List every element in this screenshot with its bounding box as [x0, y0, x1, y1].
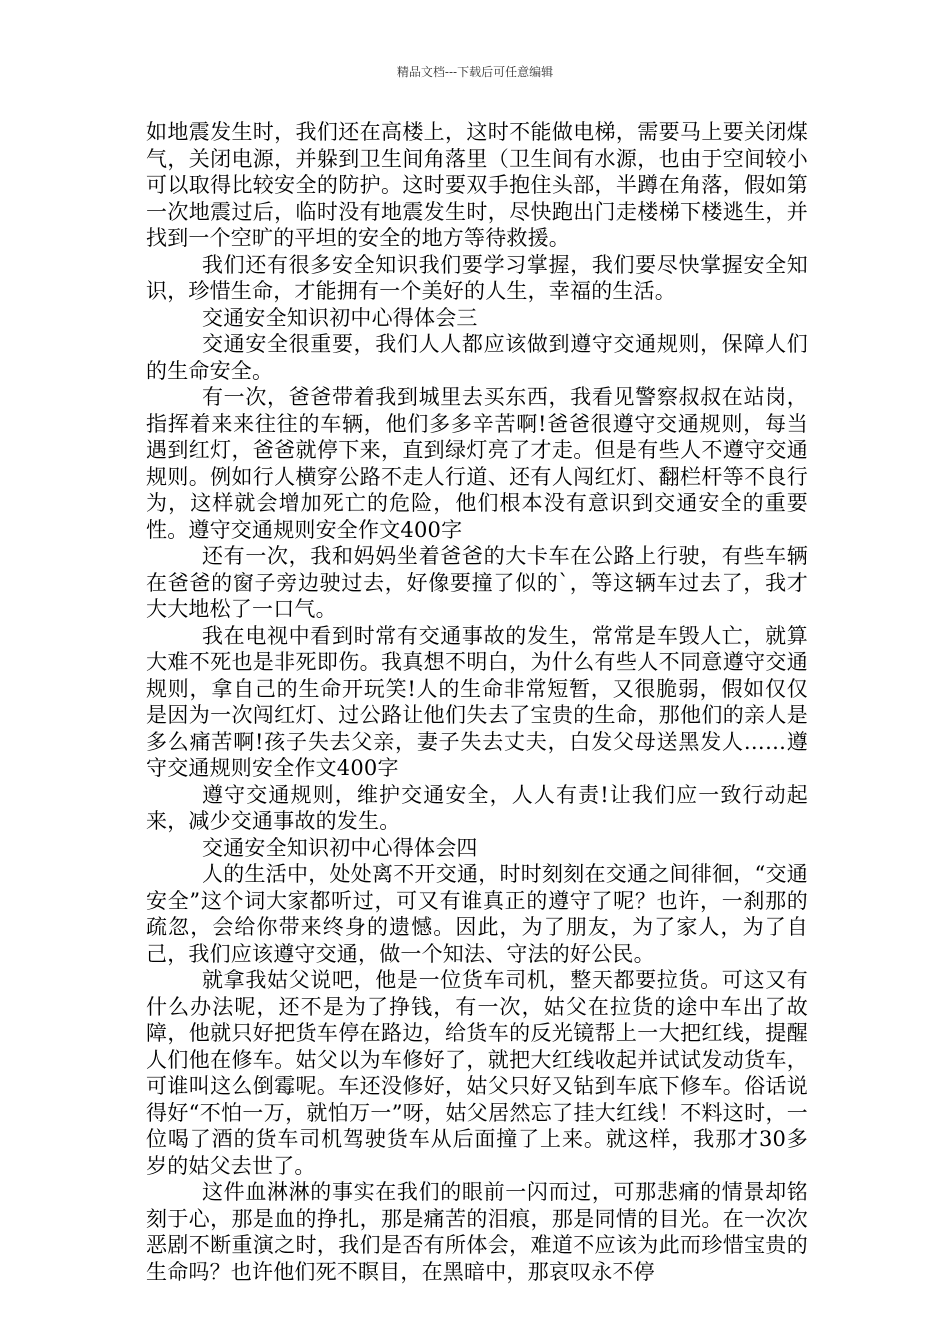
paragraph: 如地震发生时，我们还在高楼上，这时不能做电梯，需要马上要关闭煤气，关闭电源，并躲到卫生间角落里（卫生间有水源，也由于空间较小可以取得比较安全的防护。这时要双手抱住头部，半蹲在角落，假如第一次地震过后，临时没有地震发生时，尽快跑出门走楼梯下楼逃生，并找到一个空旷的平坦的安全的地方等待救援。 [146, 120, 808, 250]
paragraph: 遵守交通规则，维护交通安全，人人有责!让我们应一致行动起来，减少交通事故的发生。 [146, 782, 808, 833]
section-heading: 交通安全知识初中心得体会四 [202, 835, 478, 860]
paragraph: 我们还有很多安全知识我们要学习掌握，我们要尽快掌握安全知识，珍惜生命，才能拥有一个美好的人生，幸福的生活。 [146, 252, 808, 303]
paragraph: 交通安全很重要，我们人人都应该做到遵守交通规则，保障人们的生命安全。 [146, 332, 808, 383]
paragraph: 就拿我姑父说吧，他是一位货车司机，整天都要拉货。可这又有什么办法呢，还不是为了挣钱，有一次，姑父在拉货的途中车出了故障，他就只好把货车停在路边，给货车的反光镜帮上一大把红线，提醒人们他在修车。姑父以为车修好了，就把大红线收起并试试发动货车，可谁叫这么倒霉呢。车还没修好，姑父只好又钻到车底下修车。俗话说得好“不怕一万，就怕万一”呀，姑父居然忘了挂大红线！不料这时，一位喝了酒的货车司机驾驶货车从后面撞了上来。就这样，我那才30多岁的姑父去世了。 [146, 968, 808, 1178]
section-heading: 交通安全知识初中心得体会三 [202, 305, 478, 330]
paragraph: 人的生活中，处处离不开交通，时时刻刻在交通之间徘徊，“交通安全”这个词大家都听过，可又有谁真正的遵守了呢？也许，一刹那的疏忽，会给你带来终身的遗憾。因此，为了朋友，为了家人，为了自己，我们应该遵守交通，做一个知法、守法的好公民。 [146, 862, 808, 966]
paragraph: 我在电视中看到时常有交通事故的发生，常常是车毁人亡，就算大难不死也是非死即伤。我真想不明白，为什么有些人不同意遵守交通规则，拿自己的生命开玩笑!人的生命非常短暂，又很脆弱，假如仅仅是因为一次闯红灯、过公路让他们失去了宝贵的生命，那他们的亲人是多么痛苦啊!孩子失去父亲，妻子失去丈夫，白发父母送黑发人……遵守交通规则安全作文400字 [146, 623, 808, 780]
paragraph: 这件血淋淋的事实在我们的眼前一闪而过，可那悲痛的情景却铭刻于心，那是血的挣扎，那是痛苦的泪痕，那是同情的目光。在一次次恶剧不断重演之时，我们是否有所体会，难道不应该为此而珍惜宝贵的生命吗？也许他们死不瞑目，在黑暗中，那哀叹永不停 [146, 1180, 808, 1284]
paragraph: 有一次，爸爸带着我到城里去买东西，我看见警察叔叔在站岗，指挥着来来往往的车辆，他们多多辛苦啊!爸爸很遵守交通规则，每当遇到红灯，爸爸就停下来，直到绿灯亮了才走。但是有些人不遵守交通规则。例如行人横穿公路不走人行道、还有人闯红灯、翻栏杆等不良行为，这样就会增加死亡的危险，他们根本没有意识到交通安全的重要性。遵守交通规则安全作文400字 [146, 385, 808, 542]
document-body [146, 119, 808, 1285]
paragraph: 还有一次，我和妈妈坐着爸爸的大卡车在公路上行驶，有些车辆在爸爸的窗子旁边驶过去，好像要撞了似的`，等这辆车过去了，我才大大地松了一口气。 [146, 544, 808, 621]
page-header: 精品文档---下载后可任意编辑 [396, 65, 554, 79]
